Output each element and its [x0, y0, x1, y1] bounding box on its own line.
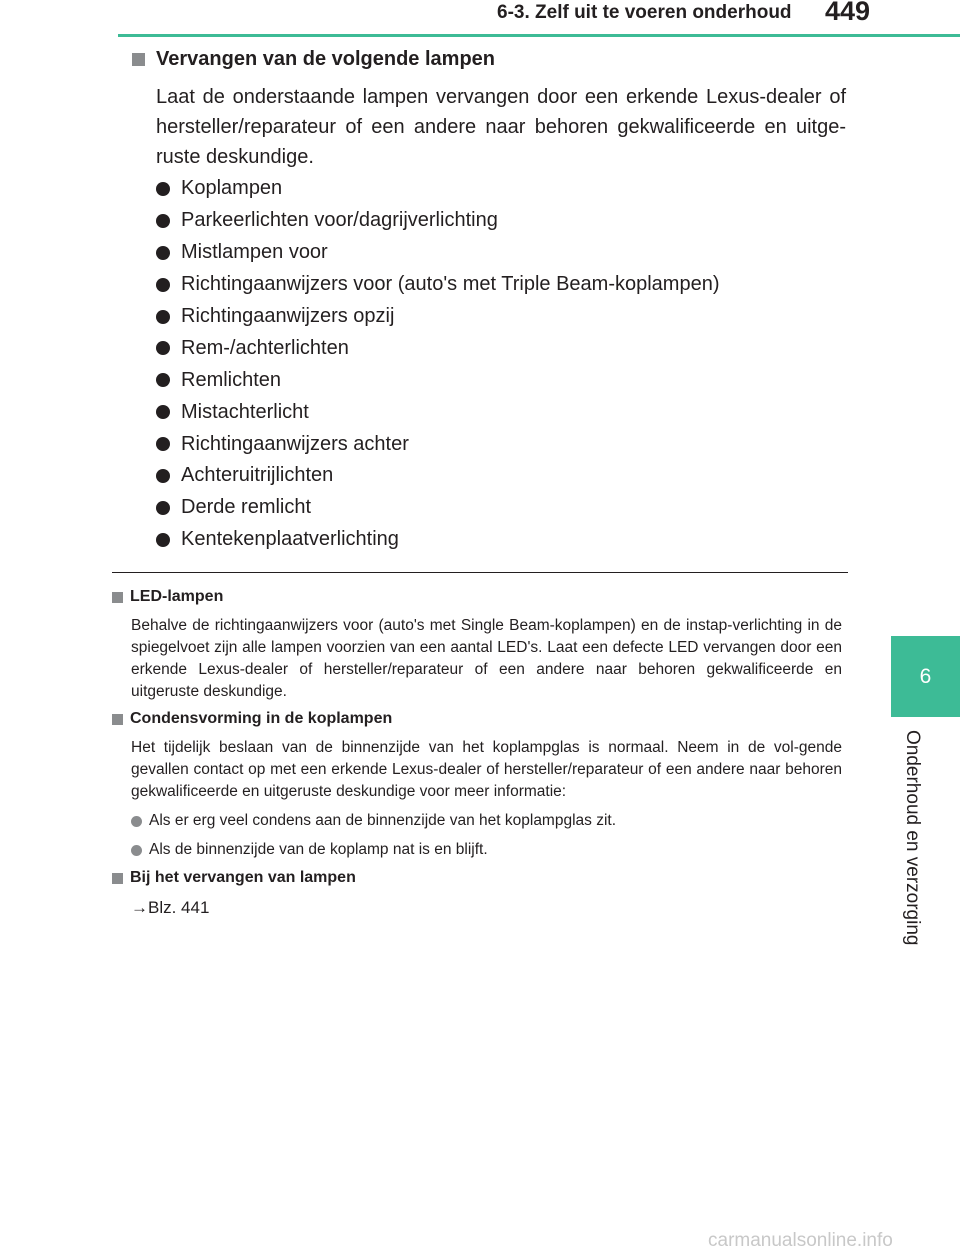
page-reference-link[interactable]: →Blz. 441	[131, 898, 210, 917]
main-heading	[132, 48, 495, 71]
condens-paragraph: Het tijdelijk beslaan van de binnenzijde van het koplampglas is normaal. Neem in de vol-gende gevallen contact op met een erkende Lexus-dealer of hersteller/reparateur of een andere naar behoren gekwalificeerde en uitgeruste deskundige voor meer informatie:	[131, 739, 842, 800]
chapter-number: 6	[919, 664, 932, 688]
chapter-title: Onderhoud en verzorging	[902, 730, 923, 946]
main-heading-text: Vervangen van de volgende lampen	[156, 48, 496, 70]
bullet-icon	[131, 816, 142, 827]
bullet-icon	[156, 182, 170, 196]
watermark: carmanualsonline.info	[708, 1230, 893, 1251]
bullet-icon	[156, 373, 170, 387]
bullet-icon	[156, 214, 170, 228]
list-item: Richtingaanwijzers achter	[156, 428, 720, 460]
bullet-icon	[156, 310, 170, 324]
lamp-list	[156, 173, 720, 556]
section-divider	[112, 572, 848, 573]
replace-heading: Bij het vervangen van lampen	[112, 869, 356, 887]
condens-bullet-1: Als er erg veel condens aan de binnenzijde van het koplampglas zit.	[131, 812, 616, 830]
bullet-icon	[156, 278, 170, 292]
header-rule	[118, 34, 960, 37]
led-heading: LED-lampen	[112, 588, 223, 606]
list-item: Koplampen	[156, 173, 720, 205]
list-item: Kentekenplaatverlichting	[156, 524, 720, 556]
square-bullet-icon	[112, 873, 123, 884]
list-item: Mistachterlicht	[156, 396, 720, 428]
bullet-icon	[156, 437, 170, 451]
list-item: Parkeerlichten voor/dagrijverlichting	[156, 205, 720, 237]
square-bullet-icon	[132, 53, 145, 66]
condens-bullet-2: Als de binnenzijde van de koplamp nat is en blijft.	[131, 841, 488, 859]
list-item: Derde remlicht	[156, 492, 720, 524]
condens-heading: Condensvorming in de koplampen	[112, 710, 392, 728]
list-item: Remlichten	[156, 364, 720, 396]
list-item: Achteruitrijlichten	[156, 460, 720, 492]
square-bullet-icon	[112, 592, 123, 603]
bullet-icon	[156, 405, 170, 419]
chapter-tab[interactable]	[891, 636, 960, 717]
list-item: Richtingaanwijzers voor (auto's met Triple Beam-koplampen)	[156, 269, 720, 301]
bullet-icon	[156, 469, 170, 483]
bullet-icon	[156, 341, 170, 355]
bullet-icon	[156, 533, 170, 547]
list-item: Richtingaanwijzers opzij	[156, 301, 720, 333]
list-item: Mistlampen voor	[156, 237, 720, 269]
list-item: Rem-/achterlichten	[156, 332, 720, 364]
bullet-icon	[156, 246, 170, 260]
bullet-icon	[131, 845, 142, 856]
page-number: 449	[825, 0, 871, 26]
bullet-icon	[156, 501, 170, 515]
square-bullet-icon	[112, 714, 123, 725]
led-paragraph: Behalve de richtingaanwijzers voor (auto's met Single Beam-koplampen) en de instap-verlichting in de spiegelvoet zijn alle lampen voorzien van een aantal LED's. Laat een defecte LED vervangen door een erkende Lexus-dealer of hersteller/reparateur of een andere naar behoren gekwalificeerde en uitgeruste deskundige.	[131, 617, 842, 700]
section-title: 6-3. Zelf uit te voeren onderhoud	[497, 2, 792, 23]
main-paragraph: Laat de onderstaande lampen vervangen door een erkende Lexus-dealer of hersteller/reparateur of een andere naar behoren gekwalificeerde en uitge-ruste deskundige.	[156, 86, 846, 168]
